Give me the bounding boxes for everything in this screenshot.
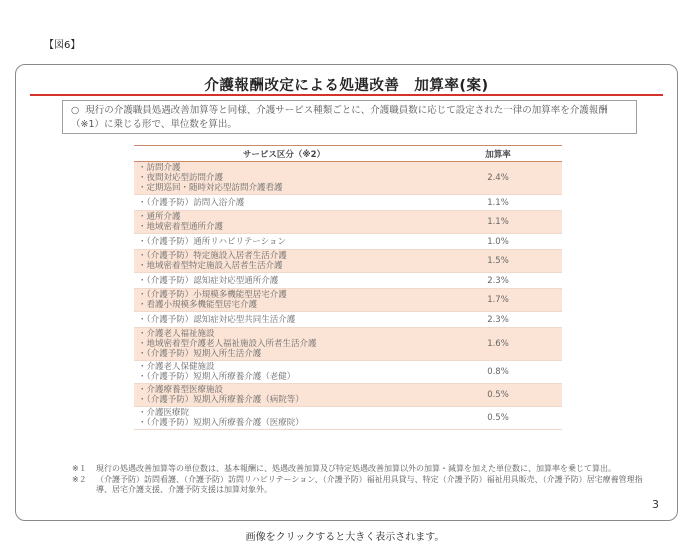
table-row [134, 361, 562, 384]
service-name: ・（介護予防）短期入所生活介護 [138, 349, 262, 359]
figure-label: 【図6】 [44, 40, 81, 51]
service-name: ・看護小規模多機能型居宅介護 [138, 300, 258, 310]
service-name: ・（介護予防）通所リハビリテーション [138, 236, 286, 247]
table-row [134, 195, 562, 211]
service-name: ・介護老人保健施設 [138, 362, 215, 372]
service-name: ・（介護予防）短期入所療養介護（医療院） [138, 418, 304, 428]
footnote-1 [72, 464, 652, 474]
rate-cell: 0.5% [434, 384, 562, 407]
table-row [134, 407, 562, 430]
table-row [134, 211, 562, 234]
service-name: ・通所介護 [138, 212, 181, 222]
slide-title: 介護報酬改定による処遇改善 加算率(案) [204, 78, 489, 94]
rate-cell: 1.5% [434, 250, 562, 273]
service-name: ・介護医療院 [138, 408, 190, 418]
rate-cell: 1.1% [434, 211, 562, 234]
service-name: ・地域密着型通所介護 [138, 222, 224, 232]
service-cell [134, 234, 434, 250]
service-name: ・定期巡回・随時対応型訪問介護看護 [138, 183, 283, 193]
service-name: ・訪問介護 [138, 163, 181, 173]
table-row [134, 234, 562, 250]
service-cell [134, 273, 434, 289]
service-name: ・（介護予防）特定施設入居者生活介護 [138, 251, 287, 261]
rate-cell: 1.0% [434, 234, 562, 250]
footnotes [72, 464, 652, 496]
rate-column-header: 加算率 [434, 146, 562, 162]
footnote-mark: ※１ [72, 464, 87, 473]
service-name: ・（介護予防）認知症対応型共同生活介護 [138, 314, 296, 325]
service-name: ・（介護予防）小規模多機能型居宅介護 [138, 290, 287, 300]
summary-note-box [62, 100, 637, 134]
rate-cell: 2.3% [434, 312, 562, 328]
table-row [134, 250, 562, 273]
rate-cell: 2.4% [434, 162, 562, 195]
page-number: 3 [652, 498, 659, 511]
rate-cell: 2.3% [434, 273, 562, 289]
table-header-row [134, 146, 562, 162]
table-row [134, 384, 562, 407]
service-cell [134, 250, 434, 273]
table-row [134, 273, 562, 289]
rate-cell: 0.8% [434, 361, 562, 384]
service-name: ・夜間対応型訪問介護 [138, 173, 224, 183]
service-cell [134, 407, 434, 430]
service-name: ・（介護予防）訪問入浴介護 [138, 197, 245, 208]
service-name: ・（介護予防）短期入所療養介護（老健） [138, 372, 296, 382]
rate-cell: 1.1% [434, 195, 562, 211]
summary-note-text: 現行の介護職員処遇改善加算等と同様、介護サービス種類ごとに、介護職員数に応じて設定された一律の加算率を介護報酬（※1）に乗じる形で、単位数を算出。 [71, 105, 608, 130]
service-cell [134, 312, 434, 328]
table-row [134, 162, 562, 195]
image-caption: 画像をクリックすると大きく表示されます。 [245, 532, 445, 543]
service-cell [134, 328, 434, 361]
footnote-text: （介護予防）訪問看護、（介護予防）訪問リハビリテーション、（介護予防）福祉用具貸与、特定（介護予防）福祉用具販売、（介護予防）居宅療養管理指導、居宅介護支援、介護予防支援は加算対象外。 [96, 475, 643, 494]
service-cell [134, 361, 434, 384]
rate-cell: 1.6% [434, 328, 562, 361]
rate-table [134, 145, 562, 430]
service-name: ・介護療養型医療施設 [138, 385, 224, 395]
service-name: ・（介護予防）認知症対応型通所介護 [138, 275, 279, 286]
service-name: ・地域密着型特定施設入居者生活介護 [138, 261, 283, 271]
table-row [134, 312, 562, 328]
service-cell [134, 211, 434, 234]
service-cell [134, 195, 434, 211]
table-row [134, 328, 562, 361]
footnote-mark: ※２ [72, 475, 87, 484]
rate-cell: 1.7% [434, 289, 562, 312]
footnote-2 [72, 475, 652, 495]
service-name: ・介護老人福祉施設 [138, 329, 215, 339]
circle-bullet-icon: ○ [71, 105, 80, 116]
slide-image[interactable] [15, 64, 678, 521]
footnote-text: 現行の処遇改善加算等の単位数は、基本報酬に、処遇改善加算及び特定処遇改善加算以外の加算・減算を加えた単位数に、加算率を乗じて算出。 [96, 464, 616, 473]
service-name: ・（介護予防）短期入所療養介護（病院等） [138, 395, 304, 405]
service-cell [134, 384, 434, 407]
service-column-header: サービス区分（※2） [134, 146, 434, 162]
table-row [134, 289, 562, 312]
service-cell [134, 289, 434, 312]
service-cell [134, 162, 434, 195]
service-name: ・地域密着型介護老人福祉施設入所者生活介護 [138, 339, 317, 349]
title-underline [30, 94, 663, 96]
rate-cell: 0.5% [434, 407, 562, 430]
rate-table-body [134, 162, 562, 430]
